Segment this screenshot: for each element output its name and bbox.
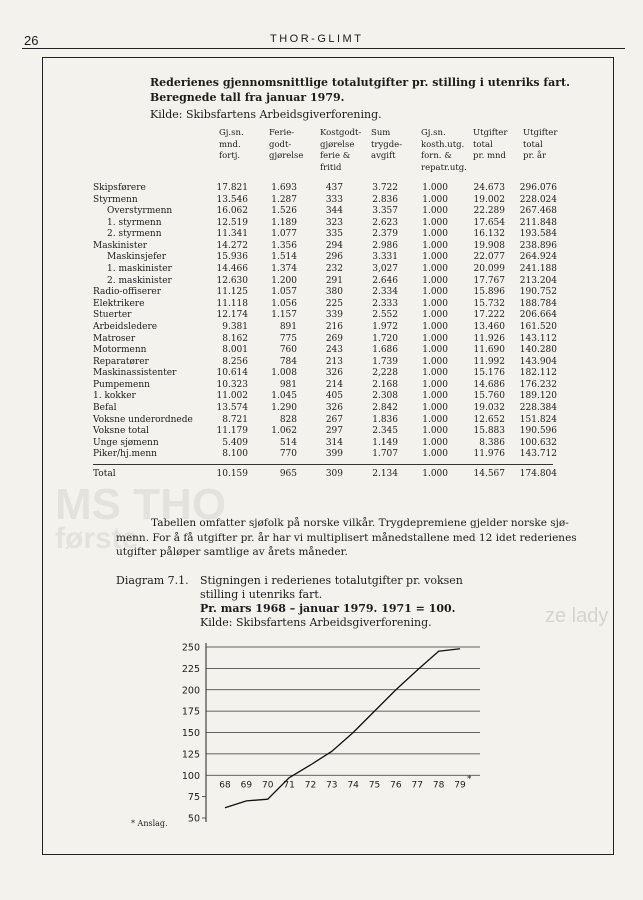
table-cell: 1.000 — [422, 287, 448, 298]
x-tick-label: 79 — [454, 780, 466, 791]
table-cell: 405 — [325, 391, 343, 402]
x-tick-label: 75 — [368, 780, 381, 791]
row-label: 1. maskinister — [107, 264, 172, 275]
table-cell: 2.308 — [372, 391, 398, 402]
table-cell: 1.000 — [422, 310, 448, 321]
table-cell: 14.466 — [216, 264, 248, 275]
table-cell: 11.118 — [216, 298, 248, 309]
table-cell: 335 — [325, 229, 343, 240]
table-cell: 182.112 — [519, 368, 557, 379]
y-tick-label: 200 — [181, 685, 200, 697]
table-cell: 228.024 — [519, 194, 557, 205]
table-cell: 11.690 — [473, 345, 505, 356]
table-cell: 14.567 — [473, 468, 505, 479]
table-cell: 1.000 — [422, 229, 448, 240]
table-cell: 1.000 — [422, 321, 448, 332]
table-cell: 1.000 — [422, 240, 448, 251]
row-label: Motormenn — [93, 345, 147, 356]
table-cell: 143.112 — [519, 333, 557, 344]
table-cell: 10.614 — [216, 368, 248, 379]
table-cell: 514 — [279, 437, 297, 448]
table-cell: 344 — [325, 206, 343, 217]
x-tick-label: 76 — [390, 780, 402, 791]
table-cell: 1.526 — [271, 206, 297, 217]
table-cell: 1.000 — [422, 298, 448, 309]
chart-footnote: * Anslag. — [131, 819, 168, 828]
table-cell: 2.379 — [372, 229, 398, 240]
row-label: Befal — [93, 403, 117, 414]
table-cell: 241.188 — [519, 264, 557, 275]
table-cell: 1.008 — [271, 368, 297, 379]
table-cell: 1.000 — [422, 391, 448, 402]
diagram-label: Diagram 7.1. — [116, 574, 189, 587]
table-cell: 3.357 — [372, 206, 398, 217]
table-cell: 1.000 — [422, 217, 448, 228]
diagram-source: Kilde: Skibsfartens Arbeidsgiverforening. — [200, 616, 432, 629]
table-cell: 228.384 — [519, 403, 557, 414]
row-label: Stuerter — [93, 310, 132, 321]
table-cell: 9.381 — [222, 321, 248, 332]
table-cell: 243 — [325, 345, 343, 356]
x-tick-label: 69 — [240, 780, 253, 791]
table-cell: 17.222 — [473, 310, 505, 321]
table-cell: 1.000 — [422, 252, 448, 263]
table-cell: 1.356 — [271, 240, 297, 251]
table-cell: 1.000 — [422, 437, 448, 448]
table-cell: 11.926 — [473, 333, 505, 344]
table-cell: 1.693 — [271, 183, 297, 193]
table-cell: 1.057 — [271, 287, 297, 298]
table-cell: 1.062 — [271, 426, 297, 437]
table-cell: 1.290 — [271, 403, 297, 414]
table-cell: 11.341 — [216, 229, 248, 240]
table-cell: 2.345 — [372, 426, 398, 437]
table-cell: 225 — [325, 298, 343, 309]
table-cell: 1.287 — [271, 194, 297, 205]
row-label: Total — [93, 468, 116, 479]
row-label: Overstyrmenn — [107, 206, 173, 217]
table-cell: 2.836 — [372, 194, 398, 205]
table-cell: 2,228 — [372, 368, 398, 379]
row-label: 1. kokker — [93, 391, 136, 402]
y-tick-label: 75 — [187, 792, 200, 804]
y-tick-label: 50 — [187, 813, 200, 825]
column-header: Gj.sn. kosth.utg. forn. & repatr.utg. — [421, 128, 467, 173]
background-text-ms: MS THO — [55, 480, 227, 529]
table-cell: 264.924 — [519, 252, 557, 263]
table-cell: 19.032 — [473, 403, 505, 414]
table-cell: 828 — [279, 414, 297, 425]
table-cell: 20.099 — [473, 264, 505, 275]
x-tick-label: 74 — [347, 780, 359, 791]
table-cell: 176.232 — [519, 379, 557, 390]
page-number: 26 — [24, 33, 39, 48]
table-cell: 2.986 — [372, 240, 398, 251]
table-cell: 13.546 — [216, 194, 248, 205]
table-cell: 17.654 — [473, 217, 505, 228]
table-cell: 12.652 — [473, 414, 505, 425]
table-cell: 1.149 — [372, 437, 398, 448]
x-tick-label: 68 — [219, 780, 231, 791]
table-cell: 1.739 — [372, 356, 398, 367]
table-cell: 11.992 — [473, 356, 505, 367]
table-cell: 100.632 — [519, 437, 557, 448]
table-cell: 1.056 — [271, 298, 297, 309]
table-cell: 267.468 — [519, 206, 557, 217]
row-label: Reparatører — [93, 356, 149, 367]
row-label: 2. styrmenn — [107, 229, 162, 240]
table-cell: 22.077 — [473, 252, 505, 263]
table-cell: 17.821 — [216, 183, 248, 193]
x-tick-asterisk: * — [467, 774, 472, 785]
column-header: Gj.sn. mnd. fortj. — [219, 128, 244, 161]
column-header: Ferie- godt- gjørelse — [269, 128, 304, 161]
table-cell: 1.000 — [422, 206, 448, 217]
table-cell: 143.904 — [519, 356, 557, 367]
table-cell: 151.824 — [519, 414, 557, 425]
table-cell: 267 — [325, 414, 343, 425]
row-label: Arbeidsledere — [93, 321, 158, 332]
table-cell: 1.000 — [422, 426, 448, 437]
y-tick-label: 225 — [181, 663, 200, 675]
series-line — [225, 649, 460, 808]
table-cell: 19.002 — [473, 194, 505, 205]
table-cell: 2.842 — [372, 403, 398, 414]
x-tick-label: 70 — [262, 780, 274, 791]
table-cell: 323 — [325, 217, 343, 228]
row-label: Pumpemenn — [93, 379, 150, 390]
y-tick-label: 125 — [181, 749, 200, 761]
row-label: Unge sjømenn — [93, 437, 159, 448]
table-title-line1: Rederienes gjennomsnittlige totalutgifter pr. stilling i utenriks fart. — [150, 76, 570, 89]
diagram-subtitle: Pr. mars 1968 – januar 1979. 1971 = 100. — [200, 602, 456, 615]
table-cell: 232 — [325, 264, 343, 275]
table-cell: 10.159 — [216, 468, 248, 479]
table-cell: 216 — [325, 321, 343, 332]
table-cell: 22.289 — [473, 206, 505, 217]
table-cell: 189.120 — [519, 391, 557, 402]
table-cell: 15.883 — [473, 426, 505, 437]
table-cell: 760 — [279, 345, 297, 356]
table-cell: 1.077 — [271, 229, 297, 240]
table-cell: 2.623 — [372, 217, 398, 228]
table-cell: 213.204 — [519, 275, 557, 286]
x-tick-label: 72 — [304, 780, 317, 791]
table-cell: 1.000 — [422, 468, 448, 479]
table-cell: 326 — [325, 368, 343, 379]
y-tick-label: 175 — [181, 706, 200, 718]
table-cell: 188.784 — [519, 298, 557, 309]
row-label: Radio-offiserer — [93, 287, 162, 298]
row-label: Piker/hj.menn — [93, 449, 157, 460]
table-cell: 5.409 — [222, 437, 248, 448]
table-cell: 1.374 — [271, 264, 297, 275]
table-cell: 16.132 — [473, 229, 505, 240]
table-cell: 161.520 — [519, 321, 557, 332]
table-cell: 437 — [325, 183, 343, 193]
table-cell: 1.686 — [372, 345, 398, 356]
x-tick-label: 78 — [432, 780, 445, 791]
table-cell: 309 — [325, 468, 343, 479]
table-cell: 8.100 — [222, 449, 248, 460]
table-cell: 1.189 — [271, 217, 297, 228]
table-cell: 143.712 — [519, 449, 557, 460]
table-cell: 314 — [325, 437, 343, 448]
table-cell: 15.176 — [473, 368, 505, 379]
table-cell: 8.162 — [222, 333, 248, 344]
table-cell: 12.519 — [216, 217, 248, 228]
table-cell: 13.574 — [216, 403, 248, 414]
table-cell: 1.000 — [422, 194, 448, 205]
table-cell: 11.125 — [216, 287, 248, 298]
table-cell: 2.134 — [372, 468, 398, 479]
column-header: Sum trygde- avgift — [371, 128, 403, 161]
table-cell: 8.001 — [222, 345, 248, 356]
diagram-title-line1: Stigningen i rederienes totalutgifter pr. voksen — [200, 574, 463, 587]
table-cell: 16.062 — [216, 206, 248, 217]
table-cell: 291 — [325, 275, 343, 286]
table-cell: 140.280 — [519, 345, 557, 356]
row-label: Maskinassistenter — [93, 368, 177, 379]
table-cell: 891 — [279, 321, 297, 332]
table-cell: 2.646 — [372, 275, 398, 286]
table-source: Kilde: Skibsfartens Arbeidsgiverforening. — [150, 108, 382, 121]
table-cell: 770 — [279, 449, 297, 460]
row-label: Elektrikere — [93, 298, 145, 309]
table-cell: 213 — [325, 356, 343, 367]
table-cell: 1.200 — [271, 275, 297, 286]
table-cell: 3,027 — [372, 264, 398, 275]
table-cell: 12.174 — [216, 310, 248, 321]
table-cell: 238.896 — [519, 240, 557, 251]
table-cell: 296 — [325, 252, 343, 263]
table-cell: 1.157 — [271, 310, 297, 321]
table-cell: 380 — [325, 287, 343, 298]
row-label: 1. styrmenn — [107, 217, 162, 228]
table-cell: 1.000 — [422, 449, 448, 460]
background-text-lady: ze lady — [545, 605, 609, 627]
table-cell: 206.664 — [519, 310, 557, 321]
table-cell: 1.514 — [271, 252, 297, 263]
column-header: Utgifter total pr. mnd — [473, 128, 508, 161]
row-label: Skipsførere — [93, 183, 146, 193]
diagram-title-line2: stilling i utenriks fart. — [200, 588, 323, 601]
row-label: Styrmenn — [93, 194, 138, 205]
table-cell: 8.721 — [222, 414, 248, 425]
row-label: Matroser — [93, 333, 136, 344]
x-tick-label: 73 — [326, 780, 338, 791]
table-cell: 1.000 — [422, 275, 448, 286]
table-cell: 1.720 — [372, 333, 398, 344]
table-cell: 399 — [325, 449, 343, 460]
table-cell: 15.760 — [473, 391, 505, 402]
table-cell: 1.000 — [422, 345, 448, 356]
table-cell: 19.908 — [473, 240, 505, 251]
table-note-paragraph: Tabellen omfatter sjøfolk på norske vilkår. Trygdepremiene gjelder norske sjø-menn. For å få utgifter pr. år har vi multiplisert månedstallene med 12 idet rederienes utgifter påløper samtlige av årets måneder. — [116, 517, 577, 558]
row-label: 2. maskinister — [107, 275, 172, 286]
table-cell: 3.722 — [372, 183, 398, 193]
table-cell: 174.804 — [519, 468, 557, 479]
table-cell: 2.168 — [372, 379, 398, 390]
table-cell: 14.272 — [216, 240, 248, 251]
table-cell: 2.333 — [372, 298, 398, 309]
y-tick-label: 100 — [181, 770, 200, 782]
table-cell: 1.836 — [372, 414, 398, 425]
table-cell: 24.673 — [473, 183, 505, 193]
table-cell: 1.045 — [271, 391, 297, 402]
table-cell: 297 — [325, 426, 343, 437]
row-label: Voksne underordnede — [93, 414, 193, 425]
table-cell: 1.000 — [422, 403, 448, 414]
table-cell: 12.630 — [216, 275, 248, 286]
table-cell: 3.331 — [372, 252, 398, 263]
table-cell: 2.552 — [372, 310, 398, 321]
table-cell: 11.179 — [216, 426, 248, 437]
table-cell: 190.596 — [519, 426, 557, 437]
table-cell: 15.732 — [473, 298, 505, 309]
table-cell: 190.752 — [519, 287, 557, 298]
table-title-line2: Beregnede tall fra januar 1979. — [150, 91, 345, 104]
table-cell: 1.000 — [422, 264, 448, 275]
x-tick-label: 71 — [283, 780, 295, 791]
table-cell: 14.686 — [473, 379, 505, 390]
table-cell: 784 — [279, 356, 297, 367]
table-cell: 2.334 — [372, 287, 398, 298]
table-cell: 17.767 — [473, 275, 505, 286]
table-cell: 214 — [325, 379, 343, 390]
table-cell: 1.000 — [422, 368, 448, 379]
table-cell: 1.000 — [422, 183, 448, 193]
table-cell: 211.848 — [519, 217, 557, 228]
table-cell: 296.076 — [519, 183, 557, 193]
table-cell: 1.000 — [422, 333, 448, 344]
table-cell: 13.460 — [473, 321, 505, 332]
y-tick-label: 150 — [181, 728, 200, 739]
y-tick-label: 250 — [181, 642, 200, 654]
background-text-forste: første — [55, 522, 139, 555]
table-cell: 339 — [325, 310, 343, 321]
table-cell: 11.976 — [473, 449, 505, 460]
table-cell: 294 — [325, 240, 343, 251]
table-cell: 333 — [325, 194, 343, 205]
column-header: Kostgodt- gjørelse ferie & fritid — [320, 128, 362, 173]
table-cell: 775 — [279, 333, 297, 344]
table-cell: 11.002 — [216, 391, 248, 402]
row-label: Voksne total — [93, 426, 150, 437]
table-cell: 1.000 — [422, 379, 448, 390]
table-cell: 269 — [325, 333, 343, 344]
table-cell: 1.972 — [372, 321, 398, 332]
table-cell: 15.936 — [216, 252, 248, 263]
table-cell: 965 — [279, 468, 297, 479]
table-cell: 8.256 — [222, 356, 248, 367]
table-cell: 15.896 — [473, 287, 505, 298]
table-cell: 981 — [279, 379, 297, 390]
row-label: Maskinister — [93, 240, 148, 251]
table-cell: 193.584 — [519, 229, 557, 240]
table-cell: 1.707 — [372, 449, 398, 460]
table-cell: 10.323 — [216, 379, 248, 390]
table-cell: 1.000 — [422, 414, 448, 425]
table-cell: 326 — [325, 403, 343, 414]
running-head: THOR-GLIMT — [270, 33, 364, 45]
row-label: Maskinsjefer — [107, 252, 167, 263]
table-cell: 1.000 — [422, 356, 448, 367]
x-tick-label: 77 — [411, 780, 423, 791]
column-header: Utgifter total pr. år — [523, 128, 558, 161]
table-cell: 8.386 — [479, 437, 505, 448]
